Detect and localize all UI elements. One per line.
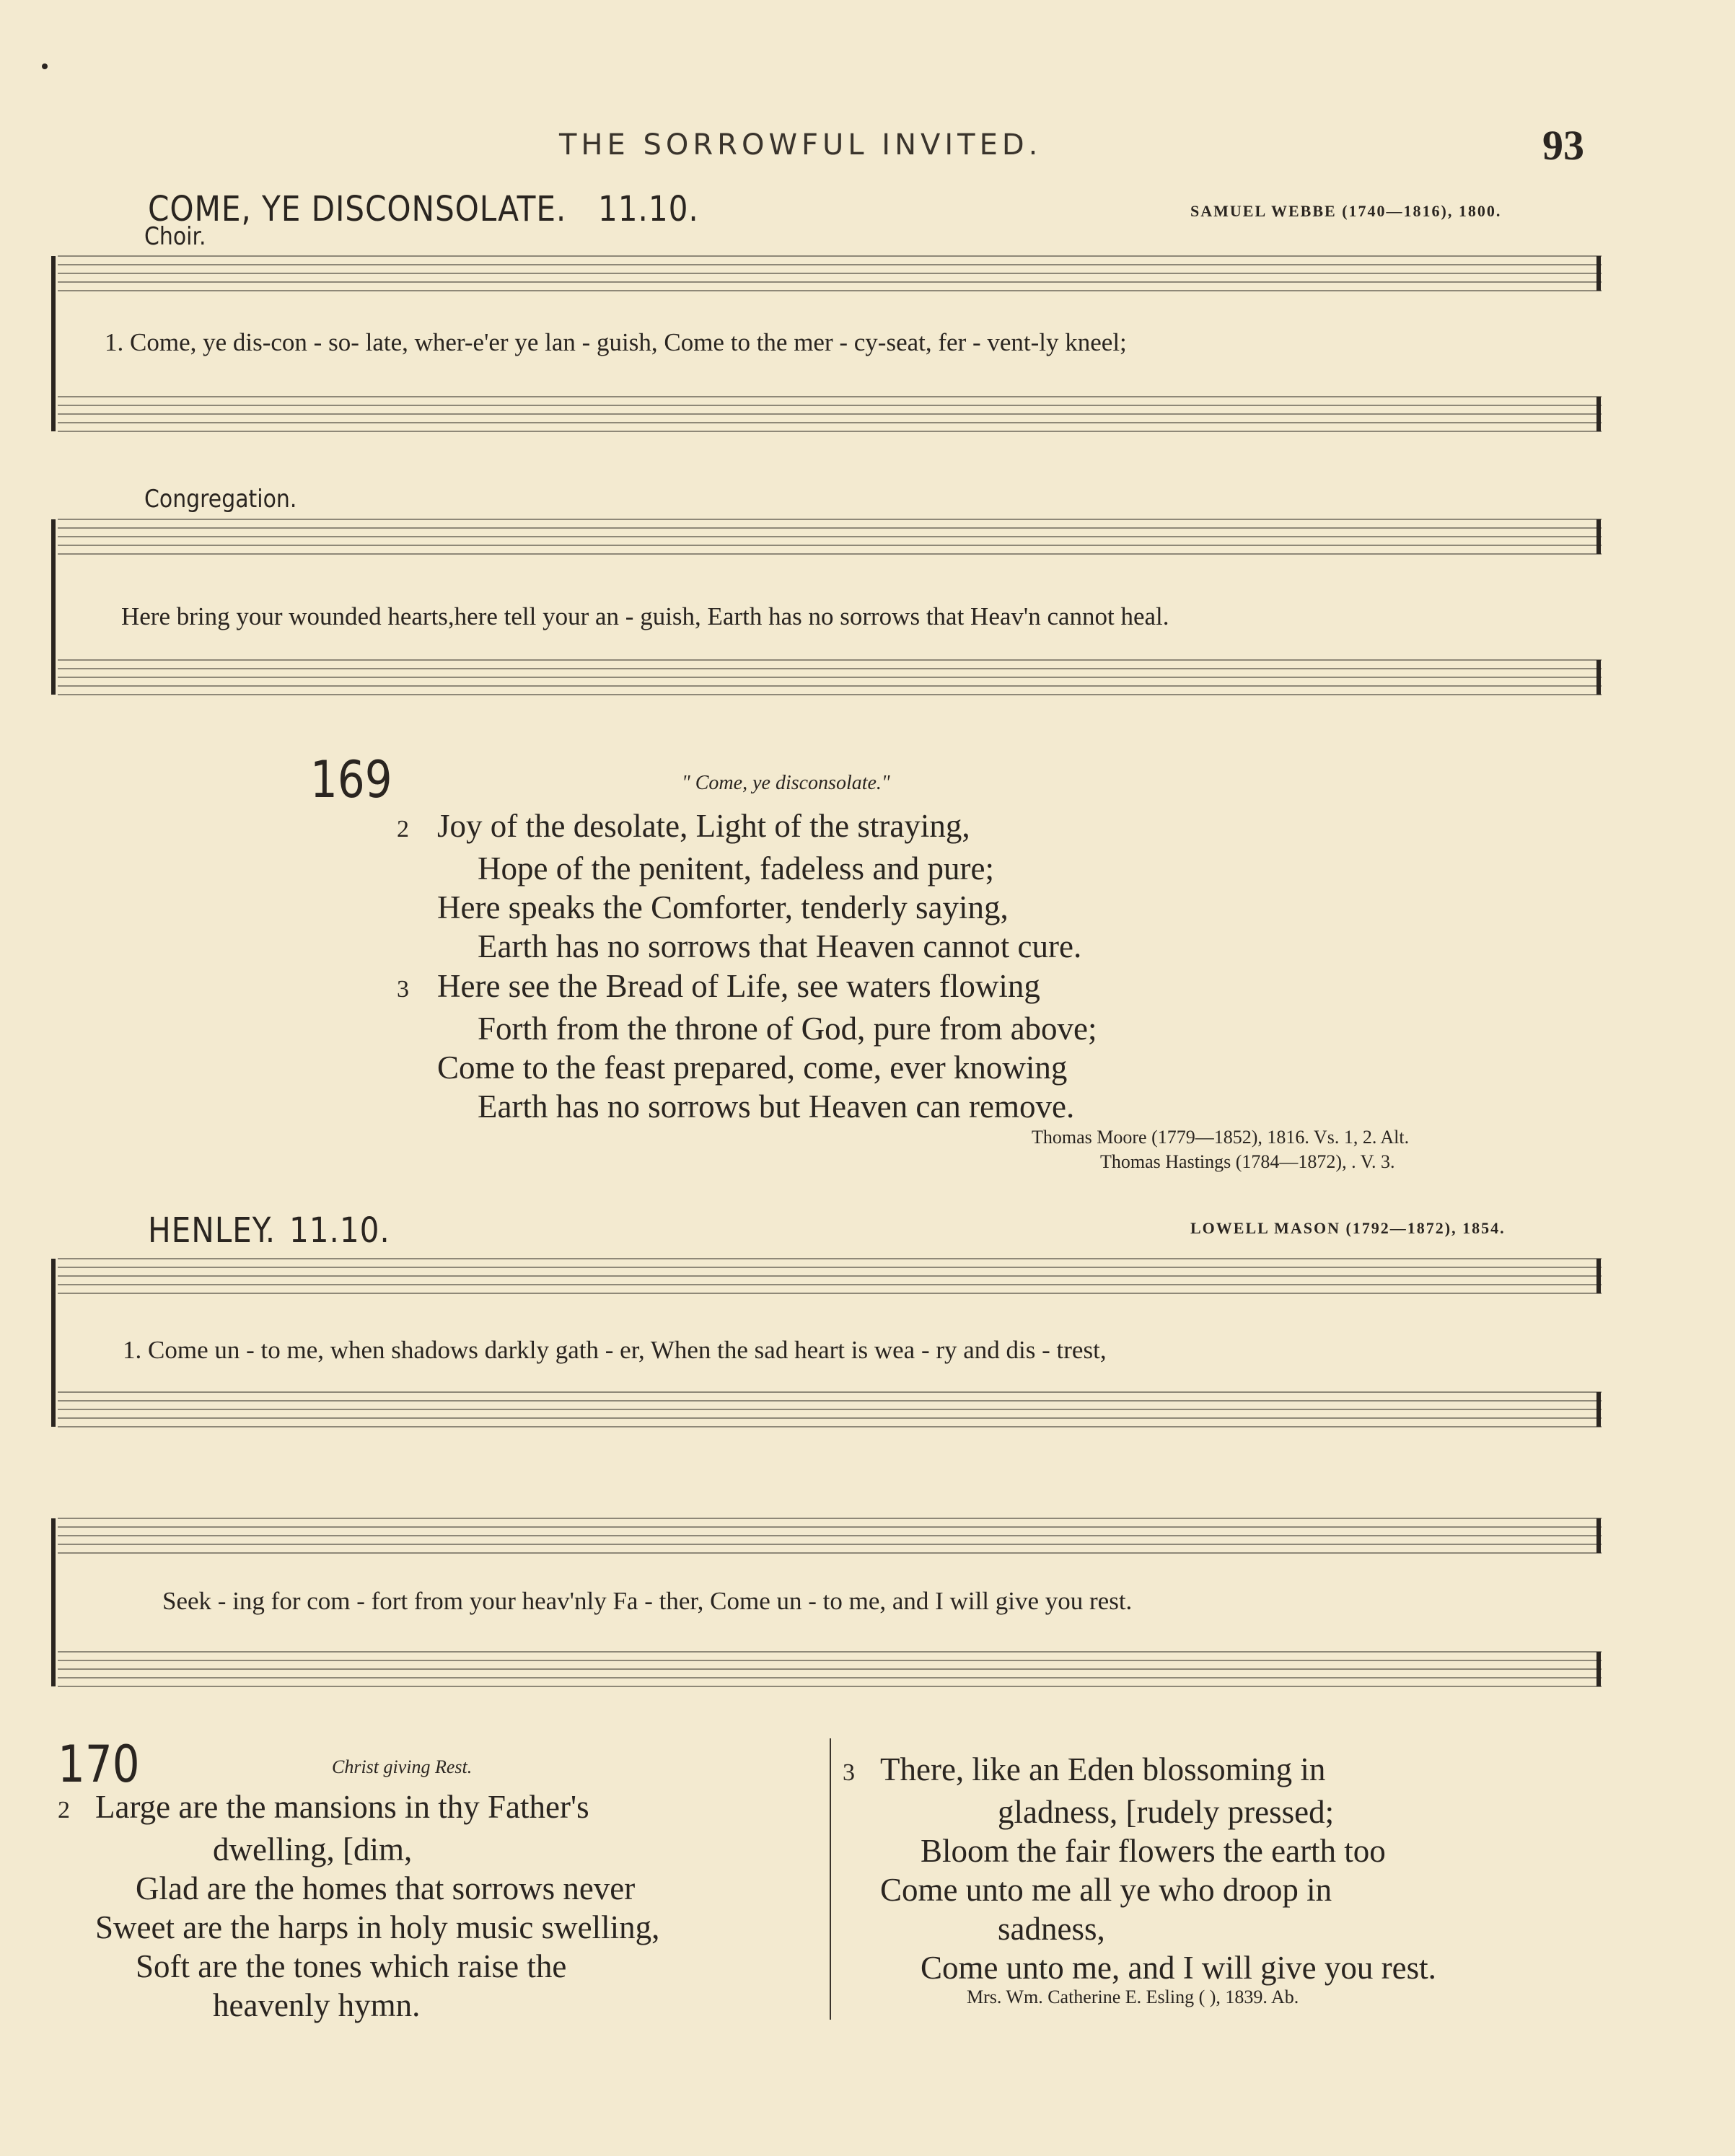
hymn-169-credit-2: Thomas Hastings (1784—1872), . V. 3. (1100, 1151, 1395, 1172)
hymn-170-verse-3 (843, 1750, 1436, 1987)
tune-title-come-ye-disconsolate (148, 189, 713, 229)
verse-number: 2 (397, 816, 409, 842)
verse-number: 3 (843, 1759, 855, 1786)
verse-line: Hope of the penitent, fadeless and pure; (478, 850, 995, 886)
treble-staff (58, 519, 1602, 554)
verse-number: 2 (58, 1797, 70, 1823)
hymn-169-verse-3 (397, 967, 1097, 1126)
verse-line: Come unto me, and I will give you rest. (921, 1950, 1436, 1986)
verse-line: Here see the Bread of Life, see waters flowing (437, 968, 1040, 1004)
hymn-number-169: 169 (310, 750, 392, 809)
tune1-lyrics-line2: Here bring your wounded hearts,here tell your an - guish, Earth has no sorrows that Heav'n cannot heal. (121, 602, 1169, 630)
verse-line: Soft are the tones which raise the (136, 1948, 567, 1984)
verse-line: Sweet are the harps in holy music swelling, (95, 1909, 660, 1945)
verse-line: Earth has no sorrows that Heaven cannot cure. (478, 928, 1082, 964)
hymn-170-subtitle: Christ giving Rest. (332, 1756, 473, 1777)
hymn-169-credit-1: Thomas Moore (1779—1852), 1816. Vs. 1, 2. Alt. (1032, 1127, 1410, 1148)
tune1-lyrics-line1: 1. Come, ye dis-con - so- late, wher-e'er ye lan - guish, Come to the mer - cy-seat, fer - vent-ly kneel; (105, 328, 1127, 356)
music-staff-system-1 (43, 242, 1602, 472)
bass-staff (58, 397, 1602, 431)
verse-number: 3 (397, 976, 409, 1003)
hymn-169-subtitle: " Come, ye disconsolate." (682, 772, 890, 794)
verse-line: Large are the mansions in thy Father's (95, 1789, 589, 1825)
verse-line: heavenly hymn. (213, 1987, 421, 2023)
tune-meter: 11.10. (598, 189, 700, 229)
hymn-170-verse-2 (58, 1787, 659, 2025)
hymn-number-170: 170 (58, 1735, 140, 1794)
treble-staff (58, 1518, 1602, 1553)
composer-credit: SAMUEL WEBBE (1740—1816), 1800. (1190, 202, 1502, 220)
verse-line: Bloom the fair flowers the earth too (921, 1833, 1386, 1869)
hymn-170-credit: Mrs. Wm. Catherine E. Esling ( ), 1839. Ab. (967, 1986, 1299, 2007)
tune-title: HENLEY. (148, 1210, 276, 1251)
tune-title: COME, YE DISCONSOLATE. (148, 189, 567, 229)
congregation-label: Congregation. (144, 485, 297, 514)
verse-line: Come to the feast prepared, come, ever knowing (437, 1050, 1068, 1086)
verse-line: sadness, (998, 1911, 1105, 1947)
running-head: THE SORROWFUL INVITED. (559, 128, 1042, 162)
verse-line: There, like an Eden blossoming in (880, 1751, 1326, 1787)
verse-line: Here speaks the Comforter, tenderly saying, (437, 889, 1009, 925)
bass-staff (58, 1392, 1602, 1427)
tune2-lyrics-line1: 1. Come un - to me, when shadows darkly gath - er, When the sad heart is wea - ry and dis - trest, (123, 1336, 1107, 1364)
verse-line: gladness, [rudely pressed; (998, 1794, 1335, 1830)
print-mark (42, 63, 48, 69)
column-divider (830, 1738, 831, 2020)
bass-staff (58, 1652, 1602, 1686)
hymn-169-verse-2 (397, 806, 1081, 966)
tune2-lyrics-line2: Seek - ing for com - fort from your heav'nly Fa - ther, Come un - to me, and I will give you rest. (162, 1587, 1133, 1615)
treble-staff (58, 256, 1602, 291)
verse-line: dwelling, [dim, (213, 1831, 413, 1867)
tune-meter: 11.10. (289, 1210, 390, 1251)
verse-line: Earth has no sorrows but Heaven can remove. (478, 1088, 1075, 1125)
composer-credit: LOWELL MASON (1792—1872), 1854. (1190, 1219, 1506, 1237)
page-number: 93 (1542, 122, 1584, 169)
choir-label: Choir. (144, 222, 206, 251)
bass-staff (58, 660, 1602, 695)
treble-staff (58, 1259, 1602, 1293)
verse-line: Come unto me all ye who droop in (880, 1872, 1332, 1908)
verse-line: Forth from the throne of God, pure from above; (478, 1011, 1097, 1047)
verse-line: Joy of the desolate, Light of the straying, (437, 808, 970, 844)
verse-line: Glad are the homes that sorrows never (136, 1870, 636, 1906)
